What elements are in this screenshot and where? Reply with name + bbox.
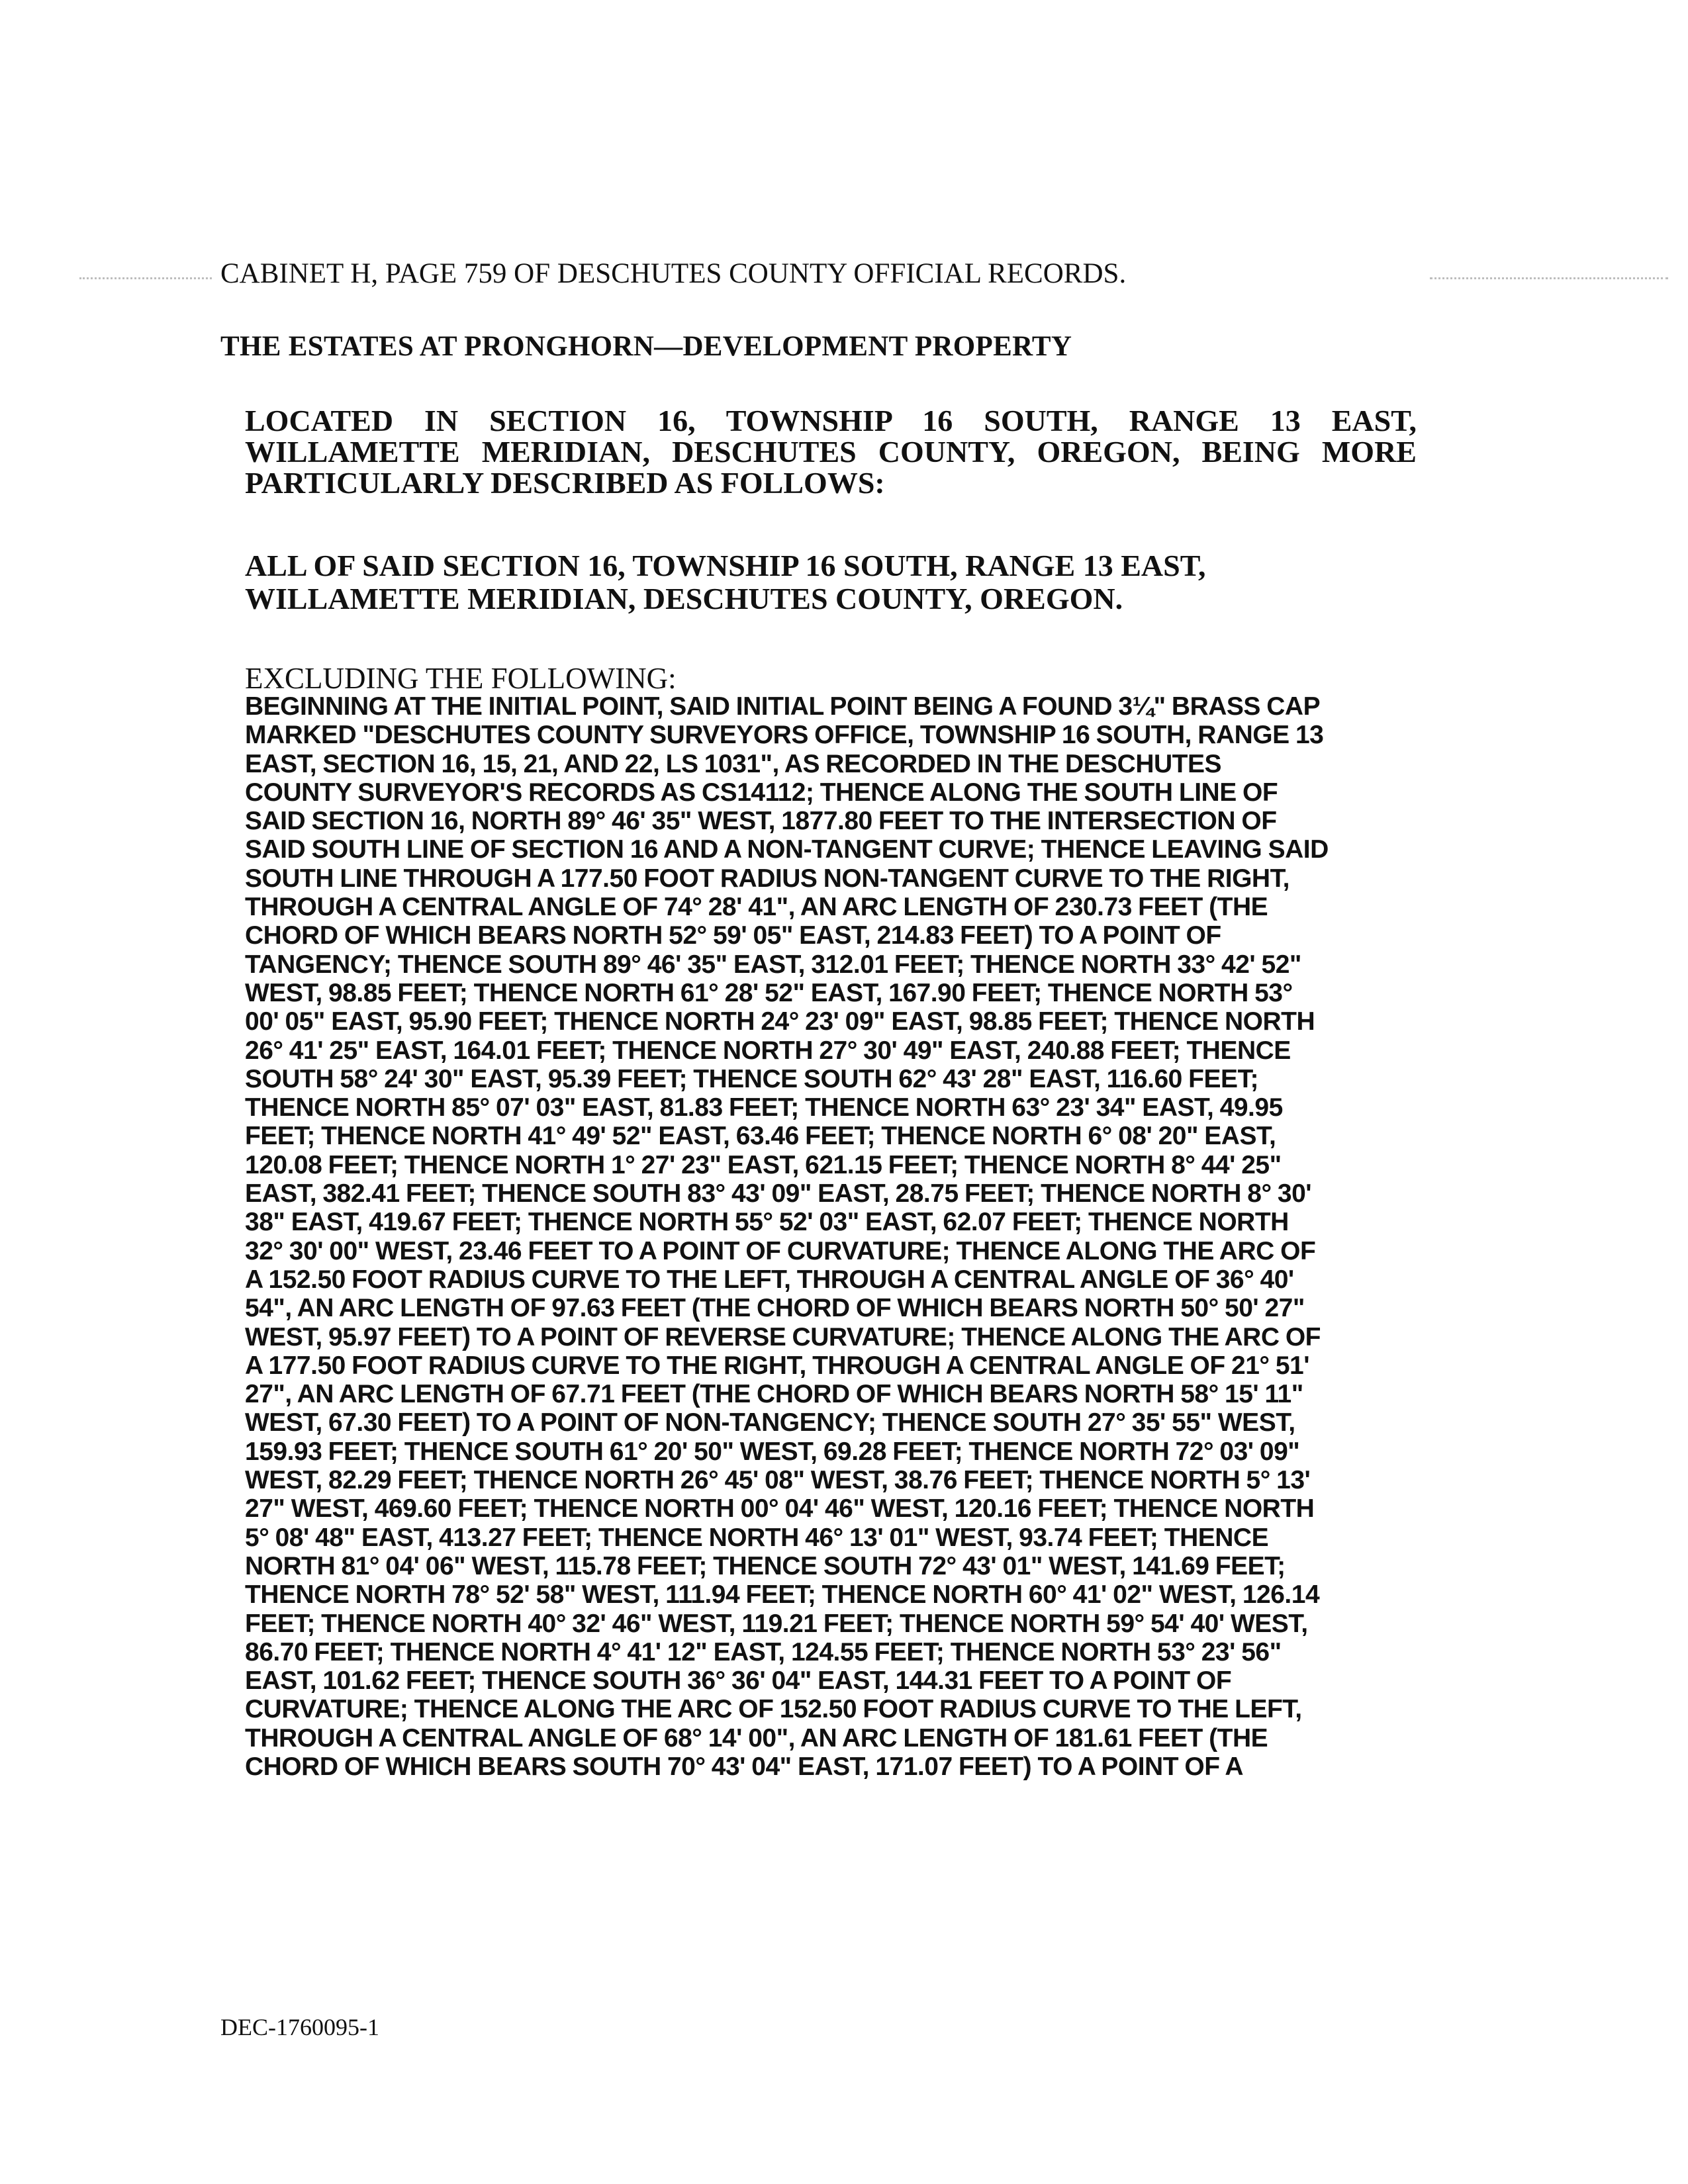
description-line: FEET; THENCE NORTH 41° 49' 52" EAST, 63.46 FEET; THENCE NORTH 6° 08' 20" EAST, xyxy=(245,1122,1276,1151)
description-line: EAST, 101.62 FEET; THENCE SOUTH 36° 36' 04" EAST, 144.31 FEET TO A POINT OF xyxy=(245,1666,1232,1696)
description-line: WEST, 95.97 FEET) TO A POINT OF REVERSE CURVATURE; THENCE ALONG THE ARC OF xyxy=(245,1322,1321,1351)
section-heading: THE ESTATES AT PRONGHORN—DEVELOPMENT PROPERTY xyxy=(220,331,1072,362)
description-line: MARKED "DESCHUTES COUNTY SURVEYORS OFFICE, TOWNSHIP 16 SOUTH, RANGE 13 xyxy=(245,721,1324,750)
description-line: CURVATURE; THENCE ALONG THE ARC OF 152.50 FOOT RADIUS CURVE TO THE LEFT, xyxy=(245,1695,1302,1724)
description-line: COUNTY SURVEYOR'S RECORDS AS CS14112; THENCE ALONG THE SOUTH LINE OF xyxy=(245,778,1278,807)
description-line: NORTH 81° 04' 06" WEST, 115.78 FEET; THENCE SOUTH 72° 43' 01" WEST, 141.69 FEET; xyxy=(245,1551,1286,1580)
description-line: WEST, 82.29 FEET; THENCE NORTH 26° 45' 08" WEST, 38.76 FEET; THENCE NORTH 5° 13' xyxy=(245,1466,1311,1495)
description-line: WEST, 98.85 FEET; THENCE NORTH 61° 28' 52" EAST, 167.90 FEET; THENCE NORTH 53° xyxy=(245,978,1293,1007)
description-line: 54", AN ARC LENGTH OF 97.63 FEET (THE CHORD OF WHICH BEARS NORTH 50° 50' 27" xyxy=(245,1294,1305,1323)
description-line: WEST, 67.30 FEET) TO A POINT OF NON-TANGENCY; THENCE SOUTH 27° 35' 55" WEST, xyxy=(245,1408,1295,1437)
description-line: A 152.50 FOOT RADIUS CURVE TO THE LEFT, THROUGH A CENTRAL ANGLE OF 36° 40' xyxy=(245,1265,1294,1294)
description-line: SOUTH 58° 24' 30" EAST, 95.39 FEET; THENCE SOUTH 62° 43' 28" EAST, 116.60 FEET; xyxy=(245,1064,1258,1093)
description-line: EAST, SECTION 16, 15, 21, AND 22, LS 1031", AS RECORDED IN THE DESCHUTES xyxy=(245,749,1222,778)
cabinet-reference-line: CABINET H, PAGE 759 OF DESCHUTES COUNTY OFFICIAL RECORDS. xyxy=(220,258,1127,289)
description-line: 38" EAST, 419.67 FEET; THENCE NORTH 55° 52' 03" EAST, 62.07 FEET; THENCE NORTH xyxy=(245,1208,1289,1237)
description-line: EAST, 382.41 FEET; THENCE SOUTH 83° 43' 09" EAST, 28.75 FEET; THENCE NORTH 8° 30' xyxy=(245,1179,1312,1208)
description-line: CHORD OF WHICH BEARS NORTH 52° 59' 05" EAST, 214.83 FEET) TO A POINT OF xyxy=(245,921,1221,950)
description-line: SAID SECTION 16, NORTH 89° 46' 35" WEST, 1877.80 FEET TO THE INTERSECTION OF xyxy=(245,807,1277,836)
scan-dotted-rule-right xyxy=(1430,277,1668,279)
location-paragraph: LOCATED IN SECTION 16, TOWNSHIP 16 SOUTH, RANGE 13 EAST, WILLAMETTE MERIDIAN, DESCHUTES COUNTY, OREGON, BEING MORE PARTICULARLY DESCRIBED AS FOLLOWS: xyxy=(245,404,1417,500)
excluding-label: EXCLUDING THE FOLLOWING: xyxy=(245,662,677,695)
description-line: SAID SOUTH LINE OF SECTION 16 AND A NON-TANGENT CURVE; THENCE LEAVING SAID xyxy=(245,835,1329,864)
description-line: 32° 30' 00" WEST, 23.46 FEET TO A POINT OF CURVATURE; THENCE ALONG THE ARC OF xyxy=(245,1236,1316,1265)
description-line: FEET; THENCE NORTH 40° 32' 46" WEST, 119.21 FEET; THENCE NORTH 59° 54' 40' WEST, xyxy=(245,1609,1308,1638)
description-line: 27", AN ARC LENGTH OF 67.71 FEET (THE CHORD OF WHICH BEARS NORTH 58° 15' 11" xyxy=(245,1380,1303,1409)
all-of-section-paragraph: ALL OF SAID SECTION 16, TOWNSHIP 16 SOUTH, RANGE 13 EAST, WILLAMETTE MERIDIAN, DESCHUTES COUNTY, OREGON. xyxy=(245,549,1206,615)
legal-description-body xyxy=(245,692,1423,1781)
description-line: THENCE NORTH 78° 52' 58" WEST, 111.94 FEET; THENCE NORTH 60° 41' 02" WEST, 126.14 xyxy=(245,1580,1320,1610)
description-line: 00' 05" EAST, 95.90 FEET; THENCE NORTH 24° 23' 09" EAST, 98.85 FEET; THENCE NORTH xyxy=(245,1007,1315,1036)
description-line: 159.93 FEET; THENCE SOUTH 61° 20' 50" WEST, 69.28 FEET; THENCE NORTH 72° 03' 09" xyxy=(245,1437,1300,1466)
description-line: BEGINNING AT THE INITIAL POINT, SAID INITIAL POINT BEING A FOUND 3¼" BRASS CAP xyxy=(245,692,1321,721)
description-line: 5° 08' 48" EAST, 413.27 FEET; THENCE NORTH 46° 13' 01" WEST, 93.74 FEET; THENCE xyxy=(245,1523,1269,1552)
description-line: SOUTH LINE THROUGH A 177.50 FOOT RADIUS NON-TANGENT CURVE TO THE RIGHT, xyxy=(245,864,1289,893)
description-line: A 177.50 FOOT RADIUS CURVE TO THE RIGHT, THROUGH A CENTRAL ANGLE OF 21° 51' xyxy=(245,1351,1309,1380)
description-line: THENCE NORTH 85° 07' 03" EAST, 81.83 FEET; THENCE NORTH 63° 23' 34" EAST, 49.95 xyxy=(245,1093,1283,1122)
description-line: 26° 41' 25" EAST, 164.01 FEET; THENCE NORTH 27° 30' 49" EAST, 240.88 FEET; THENCE xyxy=(245,1036,1291,1065)
description-line: THROUGH A CENTRAL ANGLE OF 74° 28' 41", AN ARC LENGTH OF 230.73 FEET (THE xyxy=(245,893,1268,922)
description-line: 120.08 FEET; THENCE NORTH 1° 27' 23" EAST, 621.15 FEET; THENCE NORTH 8° 44' 25" xyxy=(245,1150,1282,1179)
description-line: THROUGH A CENTRAL ANGLE OF 68° 14' 00", AN ARC LENGTH OF 181.61 FEET (THE xyxy=(245,1723,1268,1752)
description-line: CHORD OF WHICH BEARS SOUTH 70° 43' 04" EAST, 171.07 FEET) TO A POINT OF A xyxy=(245,1752,1244,1781)
scan-dotted-rule-left xyxy=(79,277,212,279)
description-line: 27" WEST, 469.60 FEET; THENCE NORTH 00° 04' 46" WEST, 120.16 FEET; THENCE NORTH xyxy=(245,1494,1315,1524)
description-line: TANGENCY; THENCE SOUTH 89° 46' 35" EAST, 312.01 FEET; THENCE NORTH 33° 42' 52" xyxy=(245,950,1301,979)
document-id-footer: DEC-1760095-1 xyxy=(220,2014,379,2040)
description-line: 86.70 FEET; THENCE NORTH 4° 41' 12" EAST, 124.55 FEET; THENCE NORTH 53° 23' 56" xyxy=(245,1637,1282,1666)
